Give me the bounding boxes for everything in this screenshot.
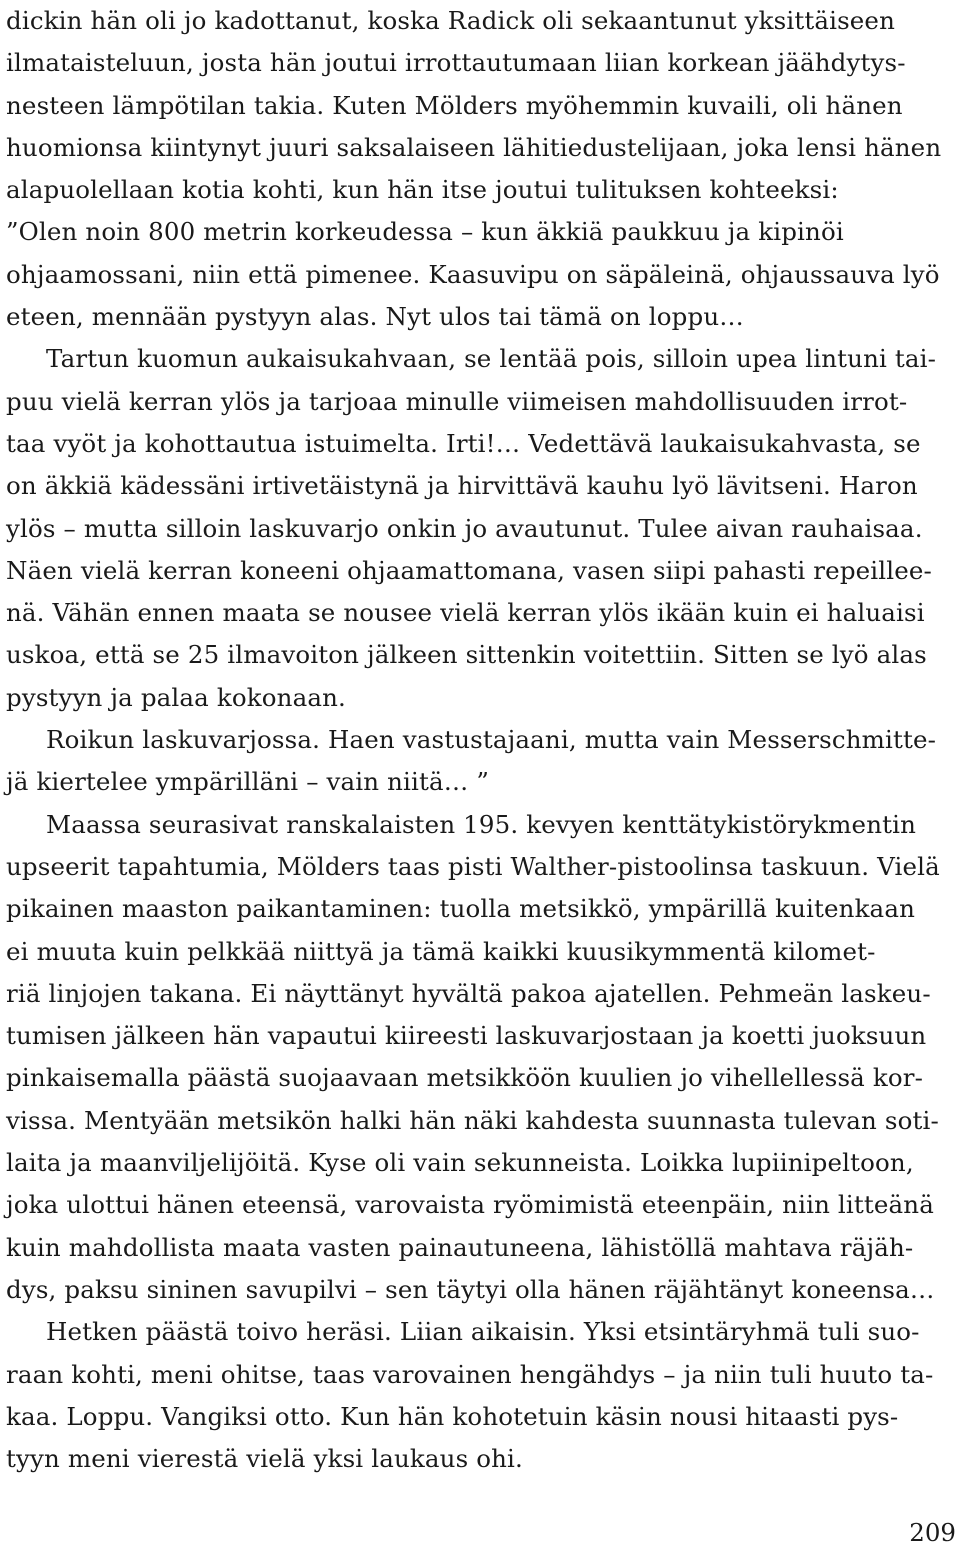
text-line: nä. Vähän ennen maata se nousee vielä kerran ylös ikään kuin ei haluaisi <box>6 598 925 628</box>
text-line: pikainen maaston paikantaminen: tuolla metsikkö, ympärillä kuitenkaan <box>6 894 916 924</box>
text-line: Hetken päästä toivo heräsi. Liian aikaisin. Yksi etsintäryhmä tuli suo- <box>46 1317 920 1347</box>
text-line: riä linjojen takana. Ei näyttänyt hyvältä pakoa ajatellen. Pehmeän laskeu- <box>6 978 931 1008</box>
page-number: 209 <box>909 1518 956 1547</box>
text-line: tyyn meni vierestä vielä yksi laukaus ohi. <box>6 1444 523 1474</box>
text-line: uskoa, että se 25 ilmavoiton jälkeen sittenkin voitettiin. Sitten se lyö alas <box>6 640 927 670</box>
text-line: ”Olen noin 800 metrin korkeudessa – kun äkkiä paukkuu ja kipinöi <box>6 217 844 247</box>
text-line: ohjaamossani, niin että pimenee. Kaasuvipu on säpäleinä, ohjaussauva lyö <box>6 259 940 289</box>
text-line: vissa. Mentyään metsikön halki hän näki kahdesta suunnasta tulevan soti- <box>6 1105 939 1135</box>
text-line: pystyyn ja palaa kokonaan. <box>6 682 346 712</box>
text-line: jä kiertelee ympärilläni – vain niitä… ” <box>6 767 490 797</box>
text-line: ylös – mutta silloin laskuvarjo onkin jo avautunut. Tulee aivan rauhaisaa. <box>6 513 923 543</box>
text-line: huomionsa kiintynyt juuri saksalaiseen lähitiedustelijaan, joka lensi hänen <box>6 132 942 162</box>
text-line: Tartun kuomun aukaisukahvaan, se lentää pois, silloin upea lintuni tai- <box>46 344 937 374</box>
text-line: Roikun laskuvarjossa. Haen vastustajaani, mutta vain Messerschmitte- <box>46 725 937 755</box>
text-line: taa vyöt ja kohottautua istuimelta. Irti!… Vedettävä laukaisukahvasta, se <box>6 428 921 458</box>
text-line: alapuolellaan kotia kohti, kun hän itse joutui tulituksen kohteeksi: <box>6 175 839 205</box>
text-line: puu vielä kerran ylös ja tarjoaa minulle viimeisen mahdollisuuden irrot- <box>6 386 908 416</box>
text-line: nesteen lämpötilan takia. Kuten Mölders myöhemmin kuvaili, oli hänen <box>6 90 903 120</box>
text-line: tumisen jälkeen hän vapautui kiireesti laskuvarjostaan ja koetti juoksuun <box>6 1021 927 1051</box>
text-line: ilmataisteluun, josta hän joutui irrottautumaan liian korkean jäähdytys- <box>6 48 906 78</box>
text-line: eteen, mennään pystyyn alas. Nyt ulos tai tämä on loppu… <box>6 302 744 332</box>
text-line: Maassa seurasivat ranskalaisten 195. kevyen kenttätykistörykmentin <box>46 809 917 839</box>
text-line: dys, paksu sininen savupilvi – sen täytyi olla hänen räjähtänyt koneensa… <box>6 1274 935 1304</box>
text-line: dickin hän oli jo kadottanut, koska Radick oli sekaantunut yksittäiseen <box>6 6 896 35</box>
text-line: ei muuta kuin pelkkää niittyä ja tämä kaikki kuusikymmentä kilomet- <box>6 936 876 966</box>
text-line: upseerit tapahtumia, Mölders taas pisti Walther-pistoolinsa taskuun. Vielä <box>6 851 940 881</box>
text-line: Näen vielä kerran koneeni ohjaamattomana, vasen siipi pahasti repeillee- <box>6 555 932 585</box>
text-line: joka ulottui hänen eteensä, varovaista ryömimistä eteenpäin, niin litteänä <box>6 1190 934 1220</box>
body-text <box>6 0 960 1480</box>
text-line: pinkaisemalla päästä suojaavaan metsikköön kuulien jo vihellellessä kor- <box>6 1063 924 1093</box>
text-line: raan kohti, meni ohitse, taas varovainen hengähdys – ja niin tuli huuto ta- <box>6 1359 934 1389</box>
text-line: on äkkiä kädessäni irtivetäistynä ja hirvittävä kauhu lyö lävitseni. Haron <box>6 471 918 501</box>
text-line: kaa. Loppu. Vangiksi otto. Kun hän kohotetuin käsin nousi hitaasti pys- <box>6 1401 899 1431</box>
text-line: laita ja maanviljelijöitä. Kyse oli vain sekunneista. Loikka lupiinipeltoon, <box>6 1148 914 1178</box>
text-line: kuin mahdollista maata vasten painautuneena, lähistöllä mahtava räjäh- <box>6 1232 914 1262</box>
